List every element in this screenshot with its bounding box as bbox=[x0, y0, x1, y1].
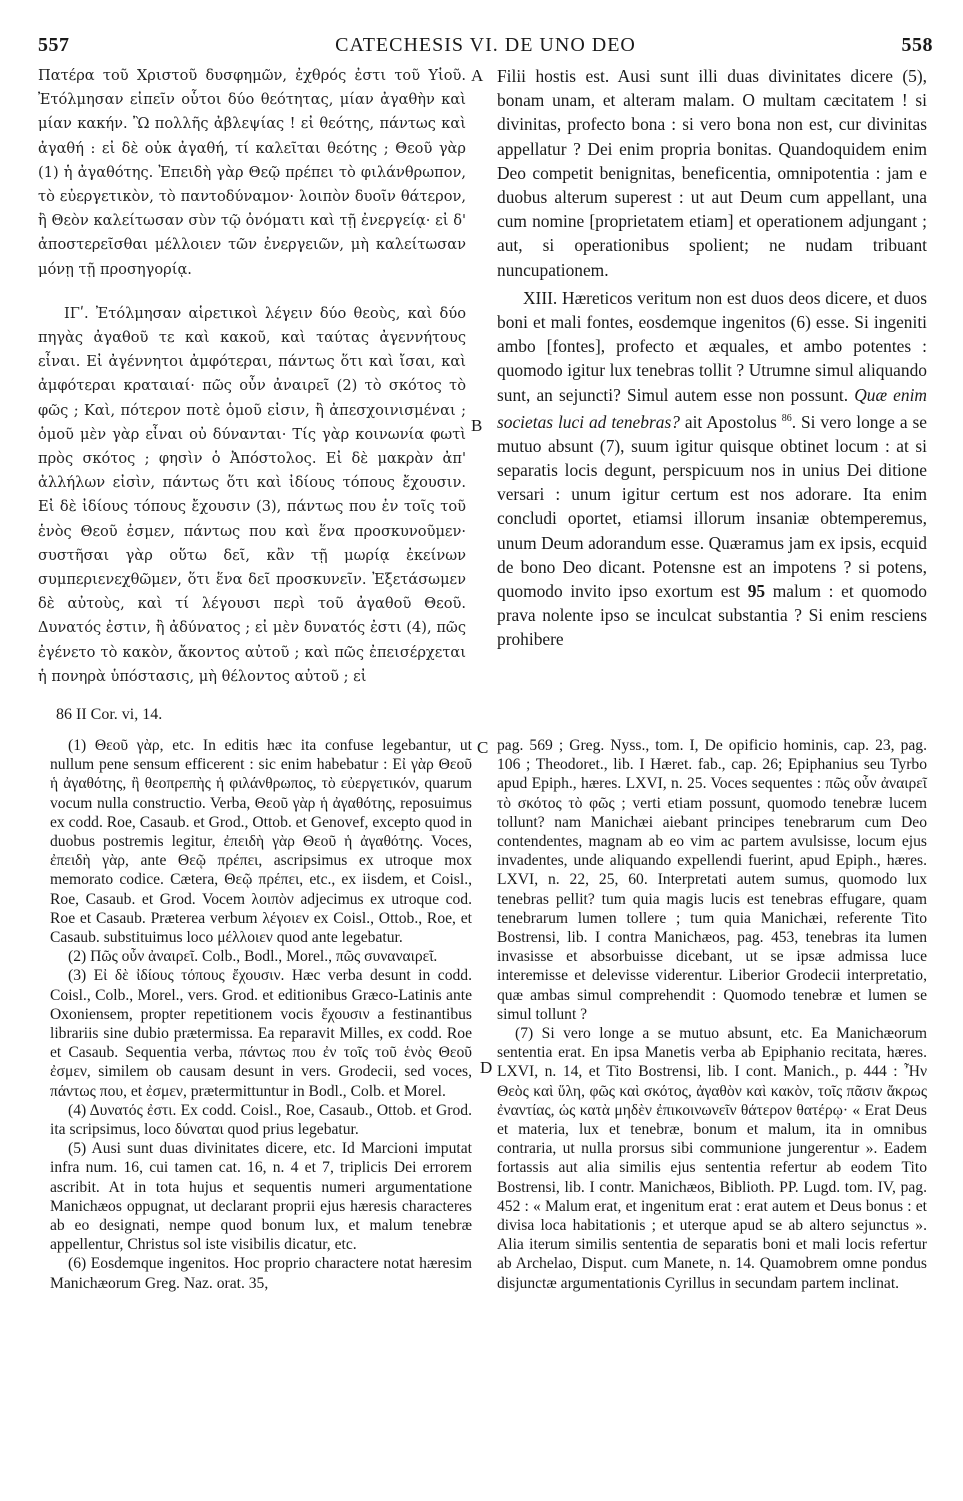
margin-letter-c: C bbox=[477, 738, 489, 757]
latin-p2-part-d: malum : et quomodo prava nolente ipso se inculcat substantia ? Si enim resciens prohibere bbox=[497, 581, 927, 650]
note-4: (4) Δυνατός ἐστι. Ex codd. Coisl., Roe, Casaub., Ottob. et Grod. ita scripsimus, loco δύναται quod prius legebatur. bbox=[50, 1101, 472, 1139]
greek-paragraph-1: Πατέρα τοῦ Χριστοῦ δυσφημῶν, ἐχθρός ἐστι τοῦ Υἱοῦ. Ἐτόλμησαν εἰπεῖν οὗτοι δύο θεότητας, μίαν ἀγαθὴν καὶ μίαν κακήν. Ὢ πολλῆς ἀβλεψίας ! εἰ θεότης, πάντως καὶ ἀγαθή : εἰ δὲ οὐκ ἀγαθή, τί καλεῖται θεότης ; Θεοῦ γὰρ (1) ἡ ἀγαθότης. Ἐπειδὴ γὰρ Θεῷ πρέπει τὸ φιλάνθρωπον, τὸ εὐεργετικὸν, τὸ παντοδύναμον· λοιπὸν δυοῖν θάτερον, ἢ Θεὸν καλείτωσαν σὺν τῷ ὀνόματι καὶ τῇ ἐνεργείᾳ· εἰ δ' ἀποστερεῖσθαι μέλλοιεν τῶν ἐνεργειῶν, μὴ καλείτωσαν μόνῃ τῇ προσηγορίᾳ. bbox=[38, 67, 466, 278]
notes-right-column bbox=[497, 736, 927, 1293]
note-6: (6) Eosdemque ingenitos. Hoc proprio charactere notat hæresim Manichæorum Greg. Naz. orat. 35, bbox=[50, 1255, 472, 1292]
page-number-left: 557 bbox=[38, 34, 70, 56]
latin-p2-part-b: ait Apostolus bbox=[679, 411, 782, 432]
footnote-mark: 86 bbox=[781, 412, 792, 424]
note-7: (7) Si vero longe a se mutuo absunt, etc. Ea Manichæorum sententia erat. En ipsa Manetis verba ab Epiphanio recitata, hæres. LXVI, n. 14, et Tito Bostrensi, lib. I cont. Manich., p. 444 : Ἦν Θεὸς καὶ ὕλη, φῶς καὶ σκότος, ἀγαθὸν καὶ κακὸν, τοῖς πᾶσιν ἄκρως ἐναντίας, ὡς κατὰ μηδὲν ἐπικοινωνεῖν θάτερον θατέρῳ· « Erat Deus et materia, lux et tenebræ, bonum et malum, ita in omnibus contraria, ut nulla prorsus sibi communione jungerentur ». Eadem fortassis aut alia similis ejus sententia refertur ab eodem Tito Bostrensi, lib. I contr. Manichæos, Biblioth. PP. Lugd. tom. IV, pag. 452 : « Malum erat, et ingenitum erat : erat autem et Deus bonus : et divisa loca habitationis ; et uterque apud se ab altero sejunctus ». Alia iterum similis sententia de separatis boni et mali locis refertur ab Archelao, Disput. cum Manete, n. 14. Quamobrem omne pondus disjunctæ argumentationis Cyrillus in secundam partem inclinat. bbox=[497, 1025, 927, 1292]
greek-paragraph-2: ΙΓʹ. Ἐτόλμησαν αἱρετικοὶ λέγειν δύο θεοὺς, καὶ δύο πηγὰς ἀγαθοῦ τε καὶ κακοῦ, καὶ ταύτας ἀγεννήτους εἶναι. Εἰ ἀγέννητοι ἀμφότεραι, πάντως ὅτι καὶ ἴσαι, καὶ ἀμφότεραι κραταιαί· πῶς οὖν ἀναιρεῖ (2) τὸ σκότος τὸ φῶς ; Καὶ, πότερον ποτὲ ὁμοῦ εἰσιν, ἢ ἀπεσχοινισμέναι ; ὁμοῦ μὲν γὰρ εἶναι οὐ δύνανται· Τίς γὰρ κοινωνία φωτὶ πρὸς σκότος ; φησὶν ὁ Ἀπόστολος. Εἰ δὲ μακρὰν ἀπ' ἀλλήλων εἰσὶν, πάντως ὅτι καὶ ἰδίους τόπους ἔχουσιν. Εἰ δὲ ἰδίους τόπους ἔχουσιν (3), πάντως που ἐν τοῖς τοῦ ἑνὸς Θεοῦ ἐσμεν, πάντως που καὶ ἕνα προσκυνοῦμεν· συστῆσαι γὰρ οὕτω δεῖ, κἂν τῇ μωρίᾳ ἐκείνων συμπεριενεχθῶμεν, ὅτι ἕνα δεῖ προσκυνεῖν. Ἐξετάσωμεν δὲ αὐτοὺς, καὶ τί λέγουσι περὶ τοῦ ἀγαθοῦ Θεοῦ. Δυνατός ἐστιν, ἢ ἀδύνατος ; εἰ μὲν δυνατός ἐστι (4), πῶς ἐγένετο τὸ κακὸν, ἄκοντος αὐτοῦ ; καὶ πῶς ἐπεισέρχεται ἡ πονηρὰ ὑπόστασις, μὴ θέλοντος αὐτοῦ ; εἰ bbox=[38, 304, 466, 685]
apostle-quote: Quæ enim societas luci ad tenebras? bbox=[497, 384, 927, 432]
margin-letter-d: D bbox=[480, 1058, 493, 1077]
latin-paragraph-1: Filii hostis est. Ausi sunt illi duas divinitates dicere (5), bonam unam, et alteram malam. O multam cæcitatem ! si divinitas, profecto bona : si vero bona non est, cur divinitas appellatur ? Dei enim propria bonitas. Quandoquidem enim Deo competit benignitas, beneficentia, omnipotentia : jam e duobus alterum superest : ut aut Deum cum appellant, una cum nomine [proprietatem etiam] et operationem adjungant ; aut, si operationibus spolient; ne nudam tribuant nuncupationem. bbox=[497, 66, 927, 280]
margin-letter-b: B bbox=[471, 416, 483, 435]
running-header bbox=[38, 34, 933, 58]
page-title: CATECHESIS VI. DE UNO DEO bbox=[335, 34, 636, 56]
greek-text-column bbox=[38, 64, 466, 689]
note-1: (1) Θεοῦ γὰρ, etc. In editis hæc ita confuse legebantur, ut nullum pene sensum efficerent : sic enim habebatur : Εἰ γὰρ Θεοῦ ἡ ἀγαθότης, ἢ θεοπρεπὴς ἡ φιλάνθρωπος, τὸ εὐεργετικόν, quarum vocum nulla constructio. Verba, Θεοῦ γὰρ ἡ ἀγαθότης, reposuimus ex codd. Roe, Casaub. et Grod., Ottob. et Genovef, excepto quod in duobus postremis legitur, ἐπειδὴ γὰρ Θεοῦ ἡ ἀγαθότης. Voces, ἐπειδὴ γὰρ, ante Θεῷ πρέπει, ascripsimus ex utroque mox memorato codice. Cætera, Θεῷ πρέπει, etc., ex iisdem, et Coisl., Roe, Casaub. et Grod. Vocem λοιπὸν adjecimus ex utroque cod. Roe et Casaub. Præterea verbum λέγοιεν ex Coisl., Ottob., Roe, et Casaub. substituimus loco μέλλοιεν quod ante legebatur. bbox=[50, 737, 472, 947]
note-6-continued: pag. 569 ; Greg. Nyss., tom. I, De opificio hominis, cap. 23, pag. 106 ; Theodoret., lib. I Hæret. fab., cap. 26; Epiphanius seu Tyrbo apud Epiph., hæres. LXVI, n. 25. Voces sequentes : πῶς οὖν ἀναιρεῖ τὸ σκότος τὸ φῶς ; verti etiam possunt, quomodo tenebræ lucem tollunt? nam Manichæi aiebant principes tenebrarum cum Deo contendentes, magnam ab eo vim ac partem avulsisse, locum ejus invadentes, unde aliquando expellendi fuerint, apud Epiph., hæres. LXVI, n. 22, 25, 60. Interpretati autem sumus, quomodo lux tenebras pellit? tum quia magis lucis est tenebras effugare, quam tenebrarum lumen tollere ; tum quia Manichæi, referente Tito Bostrensi, lib. I contra Manichæos, pag. 453, tenebras ita lumen invasisse et absorbuisse dicebant, ut se ipsæ admissa luce interemisse et delevisse viderentur. Liberior Grodecii interpretatio, quæ ambas simul comprehendit : Quomodo tenebræ et lumen se simul tollunt ? bbox=[497, 737, 927, 1023]
page-number-right: 558 bbox=[901, 34, 933, 56]
latin-p2-part-a: XIII. Hæreticos veritum non est duos deos dicere, et duos boni et mali fontes, eosdemque ingenitos (6) esse. Si ingeniti ambo [fontes], profecto et æquales, et ambo potentes : quomodo igitur lux tenebras tollit ? Utrumne simul aliquando sunt, an sejuncti? Simul autem esse non possunt. bbox=[497, 287, 927, 405]
latin-text-column bbox=[497, 64, 927, 652]
note-3: (3) Εἰ δὲ ἰδίους τόπους ἔχουσιν. Hæc verba desunt in codd. Coisl., Colb., Morel., vers. Grod. et editionibus Græco-Latinis ante Oxoniensem, propter repetitionem vocis ἔχουσιν a festinantibus librariis sine dubio prætermissa. Ea reparavit Milles, ex codd. Roe et Casaub. Sequentia verba, πάντως που ἐν τοῖς τοῦ ἑνὸς Θεοῦ ἐσμεν, similem ob causam desunt in vers. Grodecii, sed voces, πάντως που, et ἐσμεν, prætermittuntur in Bodl., Colb. et Morel. bbox=[50, 967, 472, 1100]
note-2: (2) Πῶς οὖν ἀναιρεῖ. Colb., Bodl., Morel., πῶς συναναιρεῖ. bbox=[68, 948, 438, 966]
footnote-reference: 86 II Cor. vi, 14. bbox=[56, 706, 163, 723]
notes-left-column bbox=[50, 736, 472, 1293]
note-5: (5) Ausi sunt duas divinitates dicere, etc. Id Marcioni imputat infra num. 16, cui tamen cat. 16, n. 4 et 7, triplicis Dei errorem ascribit. At in tota hujus et sequentis numeri argumentatione Manichæos oppugnat, ut declarant proprii ejus hæresis characteres ab eo designati, nempe quod bonum lux, et malum tenebræ appellentur, Christus sol iste visibilis dicatur, etc. bbox=[50, 1140, 472, 1254]
margin-letter-a: A bbox=[471, 66, 484, 85]
latin-paragraph-2 bbox=[497, 286, 927, 652]
column-number-95: 95 bbox=[747, 581, 766, 602]
latin-p2-part-c: . Si vero longe a se mutuo absunt (7), suum igitur quisque obtinet locum : at si separatis locis degunt, perspicuum nos in unius Dei ditione versari : unum igitur certum est nos adorare. Ita enim concludi oportet, etiamsi illorum insaniæ obtemperemus, unum Deum adorandum esse. Quæramus jam ex ipsis, ecquid de bono Deo dicant. Potensne est an impotens ? si potens, quomodo invito ipso exortum est bbox=[497, 411, 927, 602]
